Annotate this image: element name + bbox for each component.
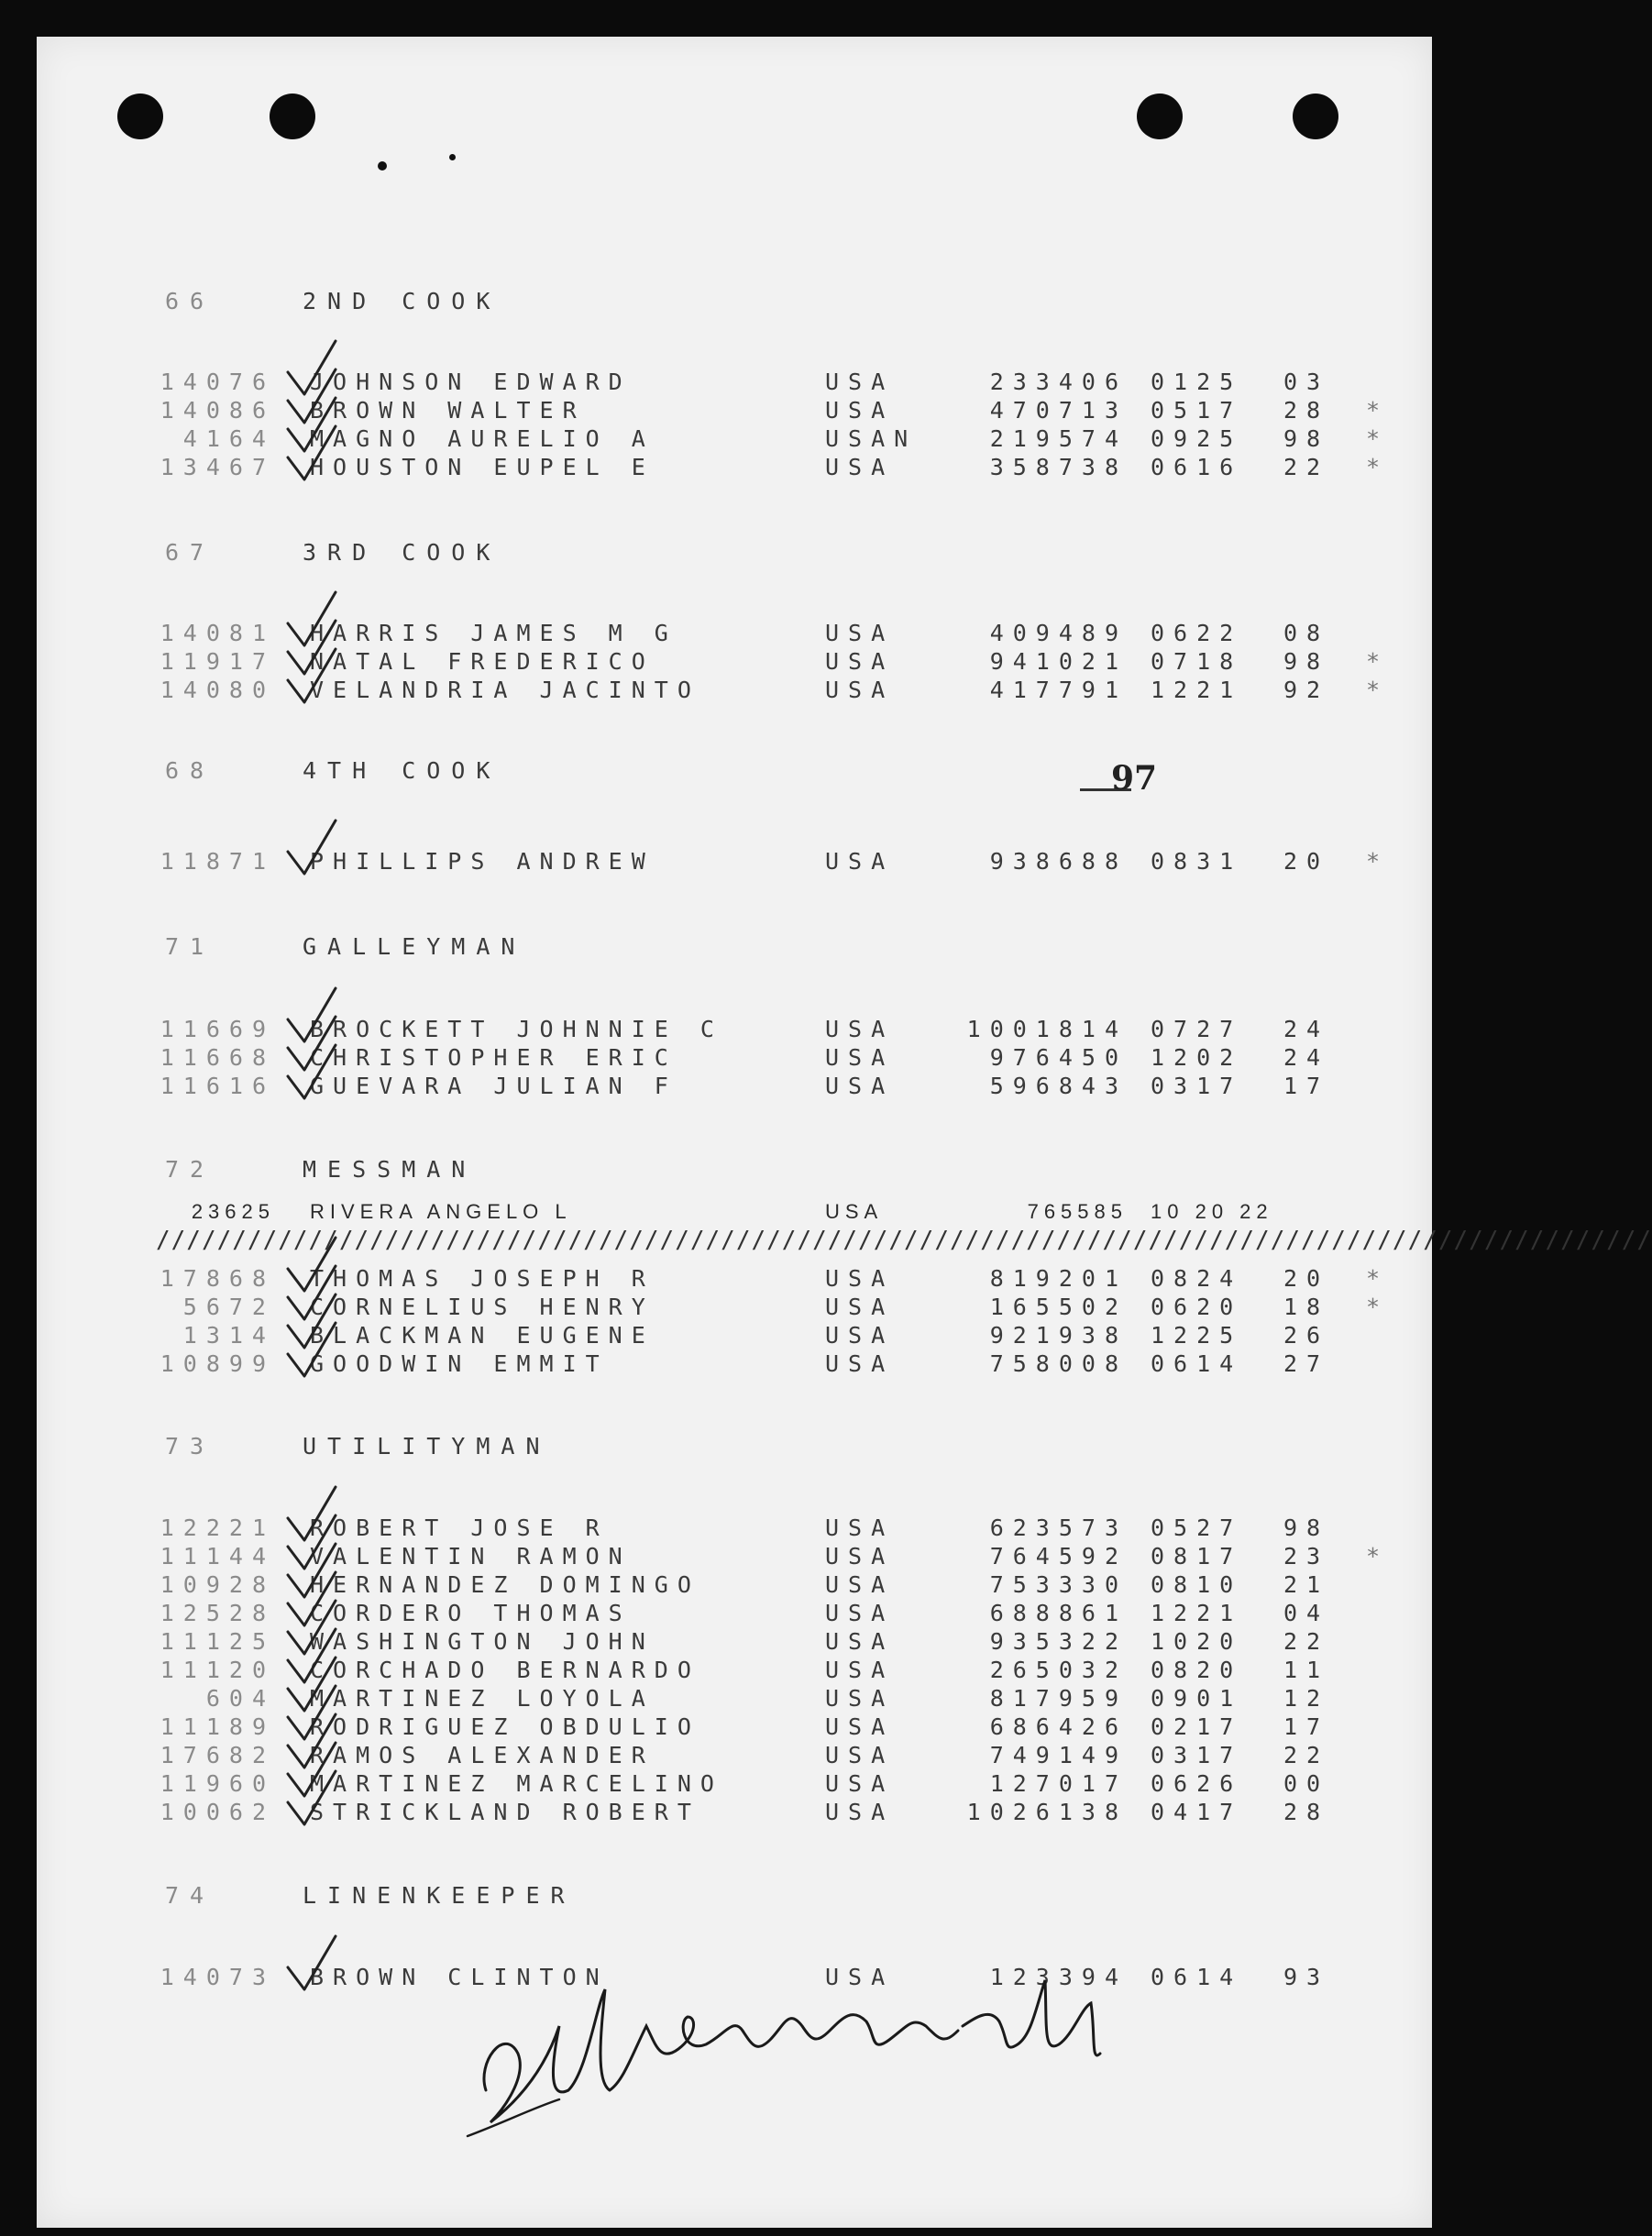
crew-age: 28	[1283, 397, 1330, 424]
section-heading	[165, 1882, 576, 1910]
crew-age: 24	[1283, 1044, 1330, 1071]
crew-date: 0417	[1151, 1799, 1243, 1825]
crew-name: BROWN CLINTON	[310, 1964, 609, 1990]
checkmark-icon	[284, 423, 339, 483]
crew-nat: USA	[825, 454, 895, 480]
crew-name: STRICKLAND ROBERT	[310, 1799, 700, 1825]
crew-name: CORDERO THOMAS	[310, 1600, 632, 1626]
crew-date: 0614	[1151, 1350, 1243, 1377]
crew-age: 12	[1283, 1685, 1330, 1712]
crew-age: 08	[1283, 620, 1330, 646]
crew-num: 11917	[160, 648, 275, 675]
crew-num: 14076	[160, 369, 275, 395]
crew-age: 22	[1283, 1628, 1330, 1655]
crew-age: 04	[1283, 1600, 1330, 1626]
crew-name: HOUSTON EUPEL E	[310, 454, 655, 480]
crew-num: 11668	[160, 1044, 275, 1071]
crew-list	[37, 37, 1652, 2228]
crew-nat: USA	[825, 620, 895, 646]
crew-name: GOODWIN EMMIT	[310, 1350, 609, 1377]
rating-code: 68	[165, 757, 215, 784]
crew-age: 17	[1283, 1073, 1330, 1099]
crew-id: 935322	[989, 1628, 1128, 1655]
section-heading	[165, 1156, 476, 1184]
crew-date: 0616	[1151, 454, 1243, 480]
crew-date: 0901	[1151, 1685, 1243, 1712]
rating-code: 67	[165, 539, 215, 566]
handrow-nat: USA	[825, 1200, 884, 1223]
crew-nat: USA	[825, 1016, 895, 1042]
crew-id: 127017	[989, 1770, 1128, 1797]
section-heading	[165, 539, 501, 567]
section-heading	[165, 1433, 551, 1460]
crew-date: 0626	[1151, 1770, 1243, 1797]
crew-name: RAMOS ALEXANDER	[310, 1742, 655, 1768]
crew-id: 686426	[989, 1713, 1128, 1740]
crew-name: BLACKMAN EUGENE	[310, 1322, 655, 1349]
rating-code: 66	[165, 288, 215, 314]
crew-name: VALENTIN RAMON	[310, 1543, 632, 1570]
checkmark-icon	[284, 1933, 339, 1993]
crew-age: 20	[1283, 848, 1330, 875]
crew-date: 1221	[1151, 677, 1243, 703]
crew-age: 26	[1283, 1322, 1330, 1349]
crew-nat: USA	[825, 1742, 895, 1768]
crew-num: 11125	[160, 1628, 275, 1655]
crew-num: 604	[205, 1685, 275, 1712]
crew-date: 0622	[1151, 620, 1243, 646]
crew-nat: USA	[825, 1294, 895, 1320]
crew-nat: USA	[825, 1543, 895, 1570]
crew-date: 0820	[1151, 1657, 1243, 1683]
crew-id: 623573	[989, 1515, 1128, 1541]
crew-num: 17868	[160, 1265, 275, 1292]
crew-nat: USA	[825, 677, 895, 703]
crew-name: CORCHADO BERNARDO	[310, 1657, 700, 1683]
crew-nat: USA	[825, 1799, 895, 1825]
checkmark-icon	[284, 817, 339, 877]
crew-name: CHRISTOPHER ERIC	[310, 1044, 677, 1071]
crew-nat: USA	[825, 648, 895, 675]
crew-mark: *	[1366, 1265, 1390, 1292]
crew-id: 265032	[989, 1657, 1128, 1683]
crew-num: 11669	[160, 1016, 275, 1042]
crew-id: 165502	[989, 1294, 1128, 1320]
crew-id: 470713	[989, 397, 1128, 424]
crew-num: 4164	[182, 425, 275, 452]
crew-date: 0718	[1151, 648, 1243, 675]
crew-age: 03	[1283, 369, 1330, 395]
crew-id: 938688	[989, 848, 1128, 875]
crew-age: 22	[1283, 454, 1330, 480]
handrow-id: 765585	[1027, 1200, 1128, 1223]
crew-age: 28	[1283, 1799, 1330, 1825]
crew-name: CORNELIUS HENRY	[310, 1294, 655, 1320]
checkmark-icon	[284, 645, 339, 706]
crew-name: VELANDRIA JACINTO	[310, 677, 700, 703]
section-heading	[165, 933, 525, 961]
crew-id: 819201	[989, 1265, 1128, 1292]
crew-nat: USA	[825, 1265, 895, 1292]
crew-id: 219574	[989, 425, 1128, 452]
crew-id: 758008	[989, 1350, 1128, 1377]
rating-title: 2ND COOK	[303, 288, 501, 314]
crew-name: WASHINGTON JOHN	[310, 1628, 655, 1655]
rating-code: 73	[165, 1433, 215, 1459]
crew-nat: USA	[825, 1044, 895, 1071]
handrow-num: 23625	[191, 1200, 275, 1223]
crew-date: 0317	[1151, 1073, 1243, 1099]
crew-nat: USA	[825, 1685, 895, 1712]
crew-id: 941021	[989, 648, 1128, 675]
crew-age: 00	[1283, 1770, 1330, 1797]
crew-nat: USA	[825, 1515, 895, 1541]
document-page	[37, 37, 1652, 2228]
checkmark-icon	[284, 1041, 339, 1102]
crew-nat: USA	[825, 1600, 895, 1626]
crew-name: MARTINEZ LOYOLA	[310, 1685, 655, 1712]
crew-id: 921938	[989, 1322, 1128, 1349]
checkmark-icon	[284, 1768, 339, 1828]
crew-name: ROBERT JOSE R	[310, 1515, 609, 1541]
crew-num: 11960	[160, 1770, 275, 1797]
crew-date: 0727	[1151, 1016, 1243, 1042]
crew-date: 0217	[1151, 1713, 1243, 1740]
crew-date: 0831	[1151, 848, 1243, 875]
crew-date: 0517	[1151, 397, 1243, 424]
crew-num: 11144	[160, 1543, 275, 1570]
crew-name: GUEVARA JULIAN F	[310, 1073, 677, 1099]
crew-mark: *	[1366, 454, 1390, 480]
crew-mark: *	[1366, 648, 1390, 675]
crew-name: JOHNSON EDWARD	[310, 369, 632, 395]
crew-num: 5672	[182, 1294, 275, 1320]
signature	[449, 1953, 1146, 2145]
checkmark-icon	[284, 1319, 339, 1380]
handrow-date: 10 20 22	[1151, 1200, 1273, 1223]
crew-id: 764592	[989, 1543, 1128, 1570]
crew-date: 1020	[1151, 1628, 1243, 1655]
crew-id: 233406	[989, 369, 1128, 395]
crew-num: 13467	[160, 454, 275, 480]
crew-age: 21	[1283, 1571, 1330, 1598]
crew-name: MAGNO AURELIO A	[310, 425, 655, 452]
crew-num: 14086	[160, 397, 275, 424]
crew-nat: USA	[825, 397, 895, 424]
crew-age: 98	[1283, 648, 1330, 675]
crew-mark: *	[1366, 1294, 1390, 1320]
crew-mark: *	[1366, 677, 1390, 703]
crew-date: 0527	[1151, 1515, 1243, 1541]
crew-age: 23	[1283, 1543, 1330, 1570]
crew-num: 12221	[160, 1515, 275, 1541]
crew-name: RODRIGUEZ OBDULIO	[310, 1713, 700, 1740]
crew-date: 1221	[1151, 1600, 1243, 1626]
crew-num: 12528	[160, 1600, 275, 1626]
rating-code: 74	[165, 1882, 215, 1909]
rating-title: LINENKEEPER	[303, 1882, 576, 1909]
crew-nat: USA	[825, 1322, 895, 1349]
crew-date: 0614	[1151, 1964, 1243, 1990]
crew-num: 1314	[182, 1322, 275, 1349]
crew-date: 1202	[1151, 1044, 1243, 1071]
crew-date: 0620	[1151, 1294, 1243, 1320]
crew-age: 17	[1283, 1713, 1330, 1740]
crew-date: 0824	[1151, 1265, 1243, 1292]
crew-num: 11871	[160, 848, 275, 875]
section-heading	[165, 288, 501, 315]
crew-id: 1026138	[966, 1799, 1128, 1825]
crew-num: 11120	[160, 1657, 275, 1683]
crew-id: 753330	[989, 1571, 1128, 1598]
crew-age: 22	[1283, 1742, 1330, 1768]
crew-age: 98	[1283, 1515, 1330, 1541]
crew-nat: USA	[825, 1770, 895, 1797]
crew-id: 688861	[989, 1600, 1128, 1626]
crew-mark: *	[1366, 1543, 1390, 1570]
crew-age: 93	[1283, 1964, 1330, 1990]
typed-strikeout-line: //////////////////////////////////////////////////////////////////////////////////////////////////	[156, 1227, 1652, 1254]
crew-id: 596843	[989, 1073, 1128, 1099]
rating-code: 72	[165, 1156, 215, 1183]
crew-id: 417791	[989, 677, 1128, 703]
crew-id: 817959	[989, 1685, 1128, 1712]
crew-id: 358738	[989, 454, 1128, 480]
crew-name: BROCKETT JOHNNIE C	[310, 1016, 723, 1042]
handrow-name: RIVERA ANGELO L	[310, 1200, 572, 1223]
crew-mark: *	[1366, 425, 1390, 452]
crew-num: 14080	[160, 677, 275, 703]
crew-date: 0817	[1151, 1543, 1243, 1570]
crew-mark: *	[1366, 397, 1390, 424]
crew-nat: USAN	[825, 425, 918, 452]
crew-nat: USA	[825, 1073, 895, 1099]
crew-id: 409489	[989, 620, 1128, 646]
page-stamp-number: 97	[1111, 759, 1158, 798]
crew-age: 92	[1283, 677, 1330, 703]
rating-title: 3RD COOK	[303, 539, 501, 566]
crew-date: 0317	[1151, 1742, 1243, 1768]
crew-age: 24	[1283, 1016, 1330, 1042]
crew-name: NATAL FREDERICO	[310, 648, 655, 675]
crew-nat: USA	[825, 1657, 895, 1683]
crew-nat: USA	[825, 1964, 895, 1990]
crew-id: 976450	[989, 1044, 1128, 1071]
crew-nat: USA	[825, 1713, 895, 1740]
rating-title: 4TH COOK	[303, 757, 501, 784]
crew-age: 98	[1283, 425, 1330, 452]
crew-num: 14073	[160, 1964, 275, 1990]
crew-num: 10928	[160, 1571, 275, 1598]
rating-title: GALLEYMAN	[303, 933, 526, 960]
crew-date: 0125	[1151, 369, 1243, 395]
section-heading	[165, 757, 501, 785]
crew-mark: *	[1366, 848, 1390, 875]
crew-nat: USA	[825, 848, 895, 875]
crew-num: 11616	[160, 1073, 275, 1099]
crew-date: 0925	[1151, 425, 1243, 452]
crew-id: 1001814	[966, 1016, 1128, 1042]
crew-name: HERNANDEZ DOMINGO	[310, 1571, 700, 1598]
crew-date: 0810	[1151, 1571, 1243, 1598]
crew-name: THOMAS JOSEPH R	[310, 1265, 655, 1292]
crew-nat: USA	[825, 1628, 895, 1655]
crew-id: 749149	[989, 1742, 1128, 1768]
crew-name: BROWN WALTER	[310, 397, 586, 424]
crew-age: 18	[1283, 1294, 1330, 1320]
rating-title: MESSMAN	[303, 1156, 477, 1183]
crew-num: 11189	[160, 1713, 275, 1740]
crew-name: HARRIS JAMES M G	[310, 620, 677, 646]
rating-code: 71	[165, 933, 215, 960]
crew-nat: USA	[825, 369, 895, 395]
crew-num: 17682	[160, 1742, 275, 1768]
crew-num: 14081	[160, 620, 275, 646]
rating-title: UTILITYMAN	[303, 1433, 551, 1459]
crew-nat: USA	[825, 1571, 895, 1598]
crew-name: MARTINEZ MARCELINO	[310, 1770, 723, 1797]
crew-date: 1225	[1151, 1322, 1243, 1349]
crew-id: 123394	[989, 1964, 1128, 1990]
crew-nat: USA	[825, 1350, 895, 1377]
crew-num: 10062	[160, 1799, 275, 1825]
crew-name: PHILLIPS ANDREW	[310, 848, 655, 875]
crew-age: 11	[1283, 1657, 1330, 1683]
crew-age: 20	[1283, 1265, 1330, 1292]
crew-num: 10899	[160, 1350, 275, 1377]
crew-age: 27	[1283, 1350, 1330, 1377]
